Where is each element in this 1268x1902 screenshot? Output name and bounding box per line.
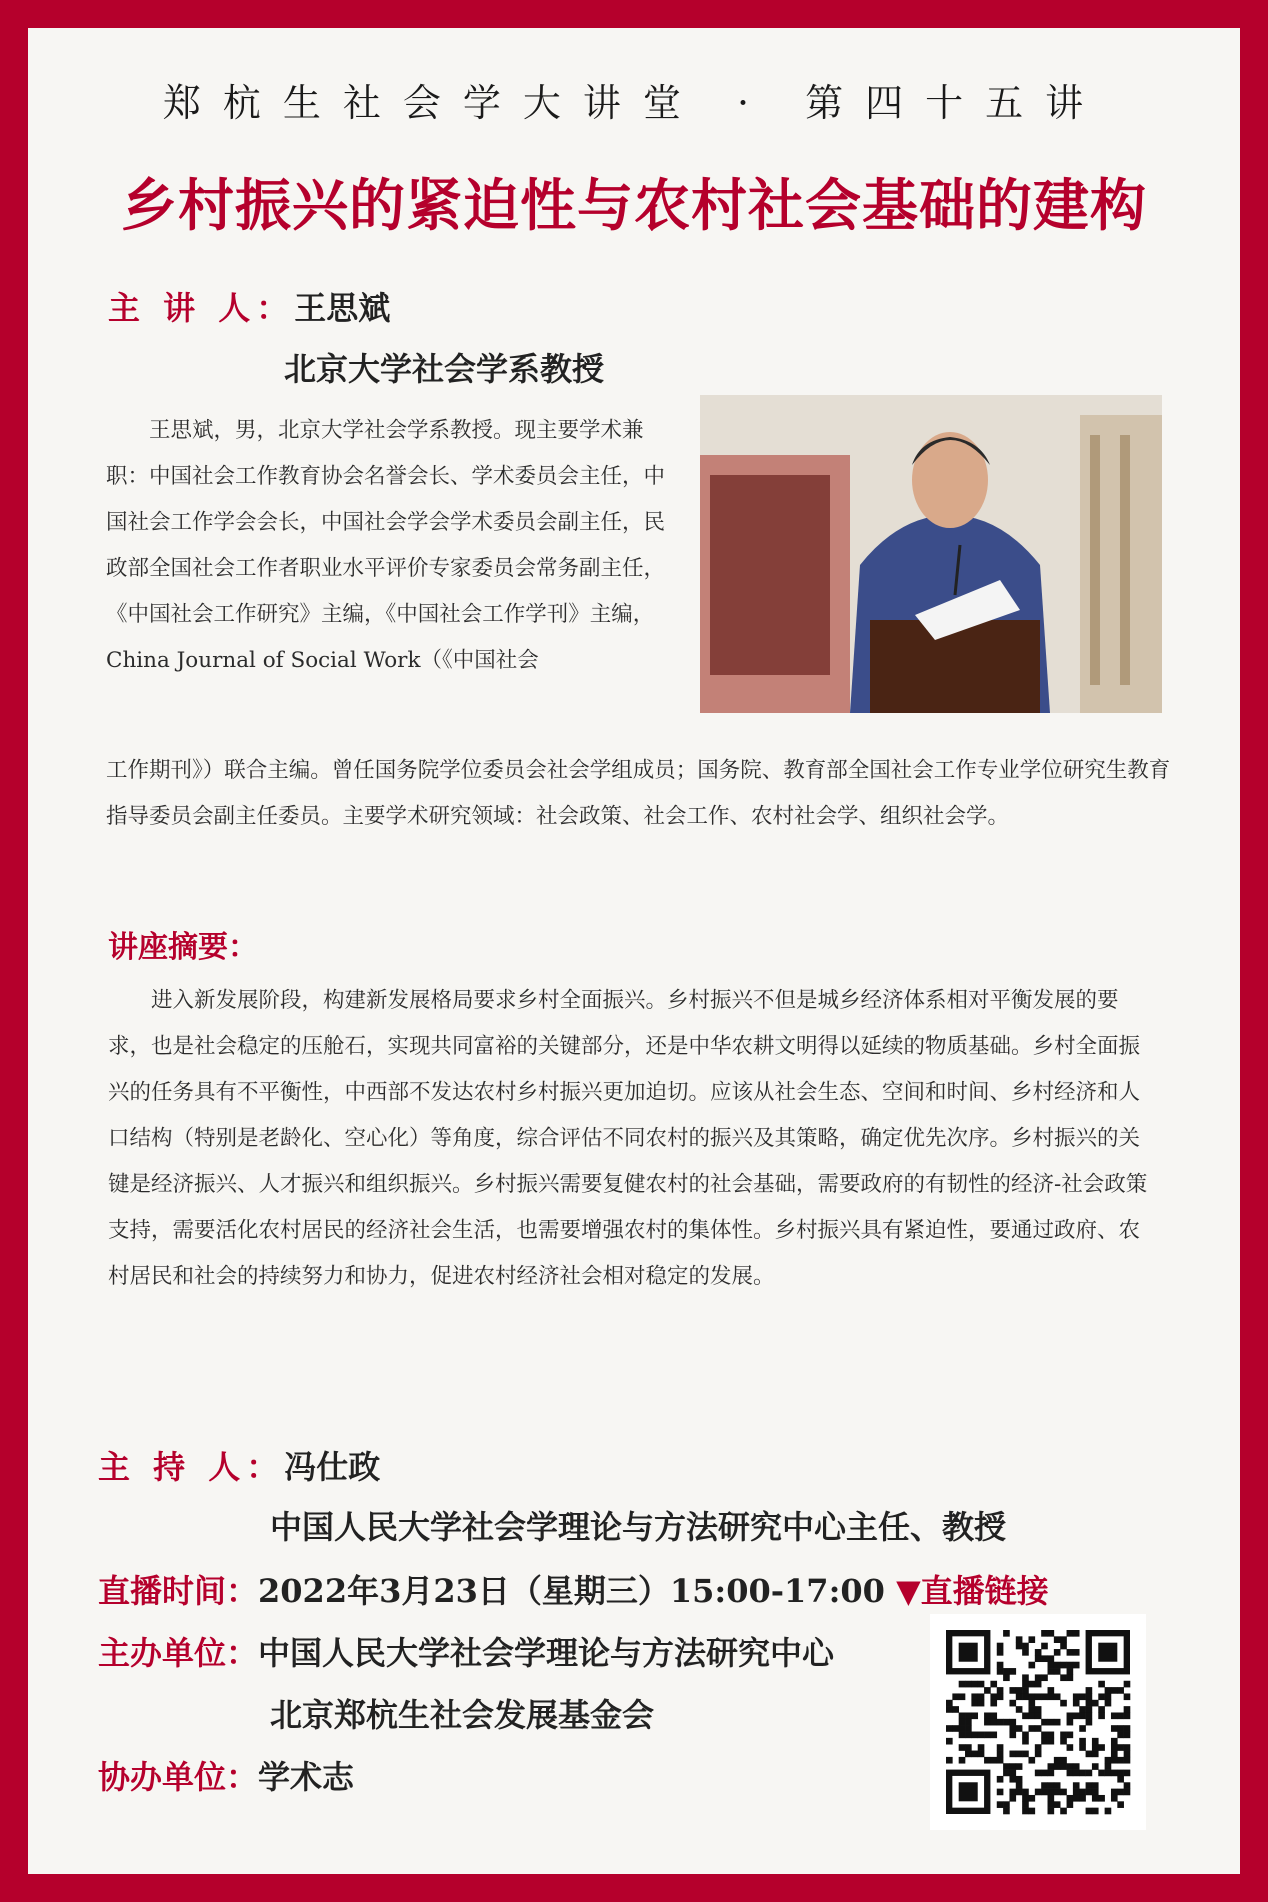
co-organizer-row: [98, 1752, 354, 1798]
speaker-bio-part1: 王思斌，男，北京大学社会学系教授。现主要学术兼职：中国社会工作教育协会名誉会长、学术委员会主任，中国社会工作学会会长，中国社会学会学术委员会副主任，民政部全国社会工作者职业水平评价专家委员会常务副主任，《中国社会工作研究》主编，《中国社会工作学刊》主编，China Journal of Social Work（《中国社会: [106, 418, 666, 673]
qr-code-graphic[interactable]: [930, 1614, 1146, 1830]
speaker-bio-part2: 工作期刊》）联合主编。曾任国务院学位委员会社会学组成员；国务院、教育部全国社会工作专业学位研究生教育指导委员会副主任委员。主要学术研究领域：社会政策、社会工作、农村社会学、组织社会学。: [106, 758, 1171, 829]
host-label: 主 持 人：: [98, 1448, 285, 1486]
speaker-title: 北京大学社会学系教授: [284, 350, 605, 388]
organizer-1: 中国人民大学社会学理论与方法研究中心: [258, 1634, 835, 1672]
co-organizer-label: 协办单位：: [98, 1758, 259, 1796]
host-name: 冯仕政: [284, 1448, 381, 1486]
speaker-row: [108, 283, 390, 329]
speaker-photo-illustration: [700, 395, 1162, 713]
speaker-name: 王思斌: [294, 289, 391, 327]
qr-code-icon[interactable]: [930, 1614, 1146, 1830]
host-row: [98, 1442, 380, 1488]
lecture-title: 乡村振兴的紧迫性与农村社会基础的建构: [121, 173, 1147, 239]
speaker-label: 主 讲 人：: [108, 289, 295, 327]
organizer-2: 北京郑杭生社会发展基金会: [270, 1696, 655, 1734]
schedule-label: 直播时间：: [98, 1572, 259, 1610]
series-heading: 郑杭生社会学大讲堂 · 第四十五讲: [162, 81, 1106, 125]
speaker-photo: [700, 395, 1162, 713]
abstract-text: 进入新发展阶段，构建新发展格局要求乡村全面振兴。乡村振兴不但是城乡经济体系相对平衡发展的要求，也是社会稳定的压舱石，实现共同富裕的关键部分，还是中华农耕文明得以延续的物质基础。乡村全面振兴的任务具有不平衡性，中西部不发达农村乡村振兴更加迫切。应该从社会生态、空间和时间、乡村经济和人口结构（特别是老龄化、空心化）等角度，综合评估不同农村的振兴及其策略，确定优先次序。乡村振兴的关键是经济振兴、人才振兴和组织振兴。乡村振兴需要复健农村的社会基础，需要政府的有韧性的经济-社会政策支持，需要活化农村居民的经济社会生活，也需要增强农村的集体性。乡村振兴具有紧迫性，要通过政府、农村居民和社会的持续努力和协力，促进农村经济社会相对稳定的发展。: [108, 988, 1148, 1289]
host-title: 中国人民大学社会学理论与方法研究中心主任、教授: [270, 1508, 1007, 1546]
co-organizer-name: 学术志: [258, 1758, 355, 1796]
schedule-row: [98, 1566, 1049, 1612]
abstract-label: 讲座摘要：: [108, 930, 258, 965]
schedule-value: 2022年3月23日（星期三）15:00-17:00: [258, 1572, 885, 1610]
organizer-row: [98, 1628, 834, 1674]
live-stream-link[interactable]: ▼直播链接: [896, 1572, 1049, 1610]
organizer-label: 主办单位：: [98, 1634, 259, 1672]
